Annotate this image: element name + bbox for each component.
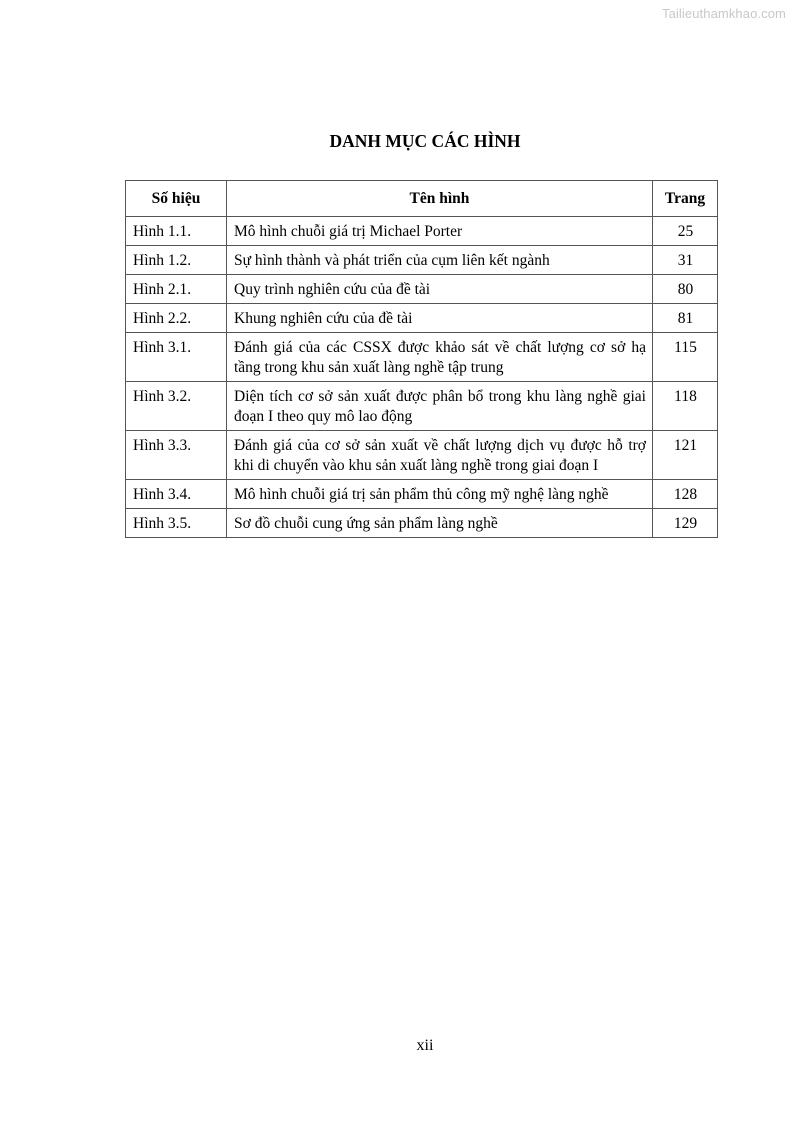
figure-name: Đánh giá của các CSSX được khảo sát về chất lượng cơ sở hạ tầng trong khu sản xuất làng nghề tập trung — [227, 333, 653, 382]
figure-page: 81 — [653, 304, 718, 333]
figure-page: 128 — [653, 480, 718, 509]
table-row — [126, 304, 718, 333]
table-row — [126, 275, 718, 304]
figure-name: Khung nghiên cứu của đề tài — [227, 304, 653, 333]
figure-name: Diện tích cơ sở sản xuất được phân bổ trong khu làng nghề giai đoạn I theo quy mô lao động — [227, 382, 653, 431]
page-title: DANH MỤC CÁC HÌNH — [329, 131, 521, 151]
figure-number: Hình 2.1. — [126, 275, 227, 304]
table-row — [126, 431, 718, 480]
figure-number: Hình 3.2. — [126, 382, 227, 431]
figure-name: Sơ đồ chuỗi cung ứng sản phẩm làng nghề — [227, 509, 653, 538]
figure-name: Đánh giá của cơ sở sản xuất về chất lượng dịch vụ được hỗ trợ khi di chuyển vào khu sản xuất làng nghề trong giai đoạn I — [227, 431, 653, 480]
figure-page: 115 — [653, 333, 718, 382]
figure-name: Sự hình thành và phát triển của cụm liên kết ngành — [227, 246, 653, 275]
watermark-text: Tailieuthamkhao.com — [661, 6, 786, 21]
figure-name: Mô hình chuỗi giá trị sản phẩm thủ công mỹ nghệ làng nghề — [227, 480, 653, 509]
table-row — [126, 246, 718, 275]
table-row — [126, 382, 718, 431]
figure-number: Hình 3.3. — [126, 431, 227, 480]
figure-page: 129 — [653, 509, 718, 538]
figure-page: 80 — [653, 275, 718, 304]
figure-name: Quy trình nghiên cứu của đề tài — [227, 275, 653, 304]
table-header-row — [126, 181, 718, 217]
header-page: Trang — [653, 181, 718, 217]
figure-number: Hình 1.1. — [126, 217, 227, 246]
header-name: Tên hình — [227, 181, 653, 217]
table-row — [126, 333, 718, 382]
figure-number: Hình 2.2. — [126, 304, 227, 333]
page-number: xii — [416, 1037, 434, 1054]
table-row — [126, 509, 718, 538]
figure-page: 118 — [653, 382, 718, 431]
figure-list-table — [125, 180, 718, 538]
table-row — [126, 217, 718, 246]
figure-page: 121 — [653, 431, 718, 480]
table-row — [126, 480, 718, 509]
figure-name: Mô hình chuỗi giá trị Michael Porter — [227, 217, 653, 246]
figure-number: Hình 1.2. — [126, 246, 227, 275]
figure-number: Hình 3.1. — [126, 333, 227, 382]
figure-number: Hình 3.4. — [126, 480, 227, 509]
figure-number: Hình 3.5. — [126, 509, 227, 538]
figure-page: 31 — [653, 246, 718, 275]
header-number: Số hiệu — [126, 181, 227, 217]
figure-page: 25 — [653, 217, 718, 246]
